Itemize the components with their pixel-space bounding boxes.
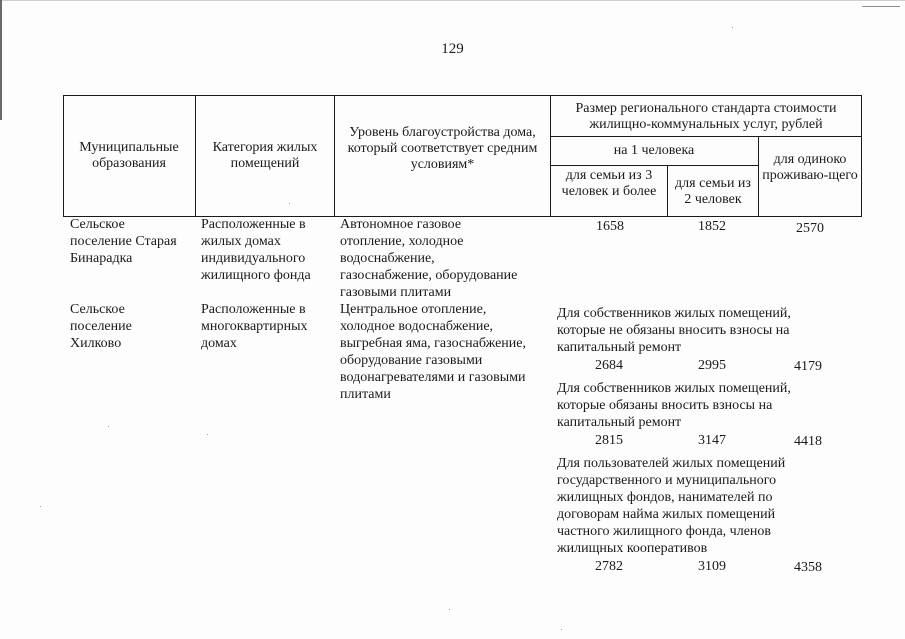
row2-level-line: холодное водоснабжение,	[340, 319, 494, 334]
row2-level-line: оборудование газовыми	[340, 353, 483, 368]
group3-note-line: жилищных фондов, нанимателей по	[557, 490, 773, 505]
header-border-bottom	[63, 216, 862, 217]
group3-note-line: договорам найма жилых помещений	[557, 507, 776, 522]
header-border-col3	[550, 95, 551, 217]
row1-level-line: газовыми плитами	[340, 285, 452, 300]
row1-value-family-3: 1658	[596, 219, 624, 234]
row2-category-line: многоквартирных	[201, 319, 308, 334]
scan-speck	[40, 506, 41, 507]
row2-category-line: Расположенные в	[201, 302, 306, 317]
header-border-left	[63, 95, 64, 217]
header-family-2: для семьи из 2 человек	[675, 176, 751, 207]
group2-value-family-2: 3147	[698, 433, 726, 448]
scan-mark	[862, 6, 900, 7]
row1-category-line: Расположенные в	[201, 217, 306, 232]
scan-speck	[289, 203, 290, 204]
row1-level-line: отопление, холодное	[340, 234, 464, 249]
header-border-per-person	[550, 165, 758, 166]
group1-note-line: которые не обязаны вносить взносы на	[557, 323, 790, 338]
row2-municipality-line: поселение	[70, 319, 132, 334]
group1-value-family-3: 2684	[595, 358, 623, 373]
row1-level-line: газоснабжение, оборудование	[340, 268, 518, 283]
row1-municipality-line: Бинарадка	[70, 251, 133, 266]
header-category: Категория жилых помещений	[212, 140, 318, 171]
header-municipality: Муниципальные образования	[79, 140, 179, 171]
header-border-col4	[667, 165, 668, 217]
row2-level-line: плитами	[340, 387, 391, 402]
row1-category-line: жилых домах	[201, 234, 281, 249]
group2-value-single: 4418	[794, 434, 822, 449]
scan-speck	[561, 629, 562, 630]
row1-category-line: жилищного фонда	[201, 268, 311, 283]
header-family-3: для семьи из 3 человек и более	[561, 168, 657, 199]
scan-edge-top	[0, 0, 905, 1]
group2-note-line: капитальный ремонт	[557, 415, 682, 430]
group3-note-line: государственного и муниципального	[557, 473, 777, 488]
header-border-group	[550, 136, 862, 137]
group1-value-single: 4179	[794, 359, 822, 374]
group3-value-family-3: 2782	[595, 559, 623, 574]
scan-speck	[449, 609, 450, 610]
row2-municipality-line: Сельское	[70, 302, 125, 317]
header-border-col5	[758, 136, 759, 217]
row2-category-line: домах	[201, 336, 237, 351]
header-single: для одиноко проживаю-щего	[762, 152, 858, 183]
group3-note-line: Для пользователей жилых помещений	[557, 456, 786, 471]
row1-category-line: индивидуального	[201, 251, 306, 266]
header-border-col1	[195, 95, 196, 217]
scan-speck	[732, 27, 733, 28]
header-border-top	[63, 95, 862, 96]
scan-speck	[108, 426, 109, 427]
group1-note-line: Для собственников жилых помещений,	[557, 306, 791, 321]
scan-edge-left	[0, 0, 2, 120]
row2-municipality-line: Хилково	[70, 336, 122, 351]
group3-note-line: жилищных кооперативов	[557, 541, 708, 556]
group3-value-single: 4358	[794, 560, 822, 575]
group3-note-line: частного жилищного фонда, членов	[557, 524, 772, 539]
row1-municipality-line: поселение Старая	[70, 234, 177, 249]
group2-note-line: которые обязаны вносить взносы на	[557, 398, 773, 413]
row1-municipality-line: Сельское	[70, 217, 125, 232]
header-border-right	[861, 95, 862, 217]
header-level: Уровень благоустройства дома, который соответствует средним условиям*	[347, 125, 538, 172]
group3-value-family-2: 3109	[698, 559, 726, 574]
group1-note-line: капитальный ремонт	[557, 340, 682, 355]
group1-value-family-2: 2995	[698, 358, 726, 373]
row1-level-line: водоснабжение,	[340, 251, 435, 266]
group2-value-family-3: 2815	[595, 433, 623, 448]
page-number: 129	[441, 41, 464, 57]
header-standard-group: Размер регионального стандарта стоимости жилищно-коммунальных услуг, рублей	[575, 101, 837, 132]
group2-note-line: Для собственников жилых помещений,	[557, 381, 791, 396]
header-per-person: на 1 человека	[613, 143, 695, 158]
row2-level-line: водонагревателями и газовыми	[340, 370, 526, 385]
header-border-col2	[334, 95, 335, 217]
row1-value-single: 2570	[796, 221, 824, 236]
scan-speck	[207, 434, 208, 435]
row2-level-line: Центральное отопление,	[340, 302, 487, 317]
row2-level-line: выгребная яма, газоснабжение,	[340, 336, 527, 351]
row1-level-line: Автономное газовое	[340, 217, 462, 232]
row1-value-family-2: 1852	[698, 219, 726, 234]
